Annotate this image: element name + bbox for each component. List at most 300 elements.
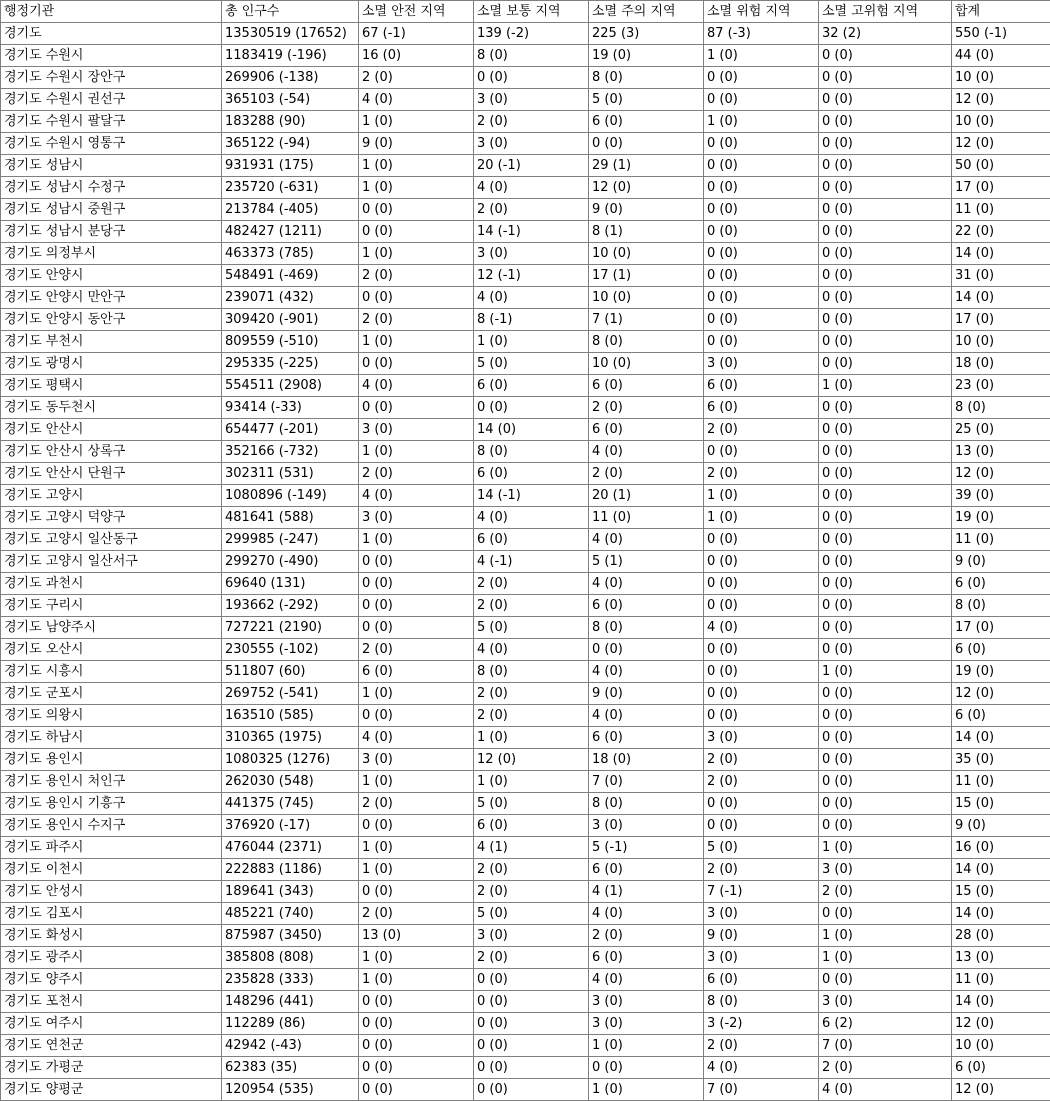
cell-total: 6 (0) [952,1057,1050,1079]
cell-total: 44 (0) [952,45,1050,67]
header-cell-risk-area: 소멸 위험 지역 [704,1,819,23]
cell-risk-area: 0 (0) [704,815,819,837]
cell-normal-area: 139 (-2) [474,23,589,45]
cell-caution-area: 1 (0) [589,1079,704,1101]
cell-total-population: 931931 (175) [222,155,359,177]
table-row [1,1035,1050,1057]
cell-caution-area: 2 (0) [589,925,704,947]
cell-total: 11 (0) [952,199,1050,221]
cell-safe-area: 6 (0) [359,661,474,683]
cell-caution-area: 9 (0) [589,683,704,705]
table-row [1,859,1050,881]
cell-admin-unit: 경기도 고양시 일산동구 [1,529,222,551]
cell-total: 6 (0) [952,705,1050,727]
cell-high-risk-area: 0 (0) [819,617,952,639]
cell-total: 15 (0) [952,793,1050,815]
cell-admin-unit: 경기도 군포시 [1,683,222,705]
cell-high-risk-area: 0 (0) [819,397,952,419]
cell-high-risk-area: 0 (0) [819,573,952,595]
cell-total: 28 (0) [952,925,1050,947]
cell-total: 550 (-1) [952,23,1050,45]
cell-safe-area: 0 (0) [359,1079,474,1101]
cell-admin-unit: 경기도 파주시 [1,837,222,859]
cell-admin-unit: 경기도 고양시 덕양구 [1,507,222,529]
cell-total: 23 (0) [952,375,1050,397]
cell-admin-unit: 경기도 안양시 만안구 [1,287,222,309]
table-row [1,815,1050,837]
cell-admin-unit: 경기도 고양시 일산서구 [1,551,222,573]
cell-total-population: 235720 (-631) [222,177,359,199]
cell-normal-area: 6 (0) [474,463,589,485]
cell-normal-area: 0 (0) [474,67,589,89]
cell-total-population: 376920 (-17) [222,815,359,837]
cell-admin-unit: 경기도 시흥시 [1,661,222,683]
cell-total-population: 385808 (808) [222,947,359,969]
cell-normal-area: 12 (0) [474,749,589,771]
cell-caution-area: 4 (0) [589,573,704,595]
cell-safe-area: 1 (0) [359,969,474,991]
cell-high-risk-area: 0 (0) [819,793,952,815]
cell-caution-area: 19 (0) [589,45,704,67]
cell-admin-unit: 경기도 평택시 [1,375,222,397]
cell-high-risk-area: 0 (0) [819,199,952,221]
cell-high-risk-area: 2 (0) [819,1057,952,1079]
cell-admin-unit: 경기도 수원시 팔달구 [1,111,222,133]
cell-admin-unit: 경기도 안산시 상록구 [1,441,222,463]
cell-total: 13 (0) [952,441,1050,463]
cell-normal-area: 3 (0) [474,133,589,155]
cell-normal-area: 3 (0) [474,243,589,265]
cell-normal-area: 3 (0) [474,89,589,111]
cell-total-population: 62383 (35) [222,1057,359,1079]
cell-risk-area: 0 (0) [704,309,819,331]
cell-safe-area: 3 (0) [359,507,474,529]
cell-caution-area: 6 (0) [589,595,704,617]
cell-caution-area: 29 (1) [589,155,704,177]
cell-high-risk-area: 3 (0) [819,991,952,1013]
cell-caution-area: 0 (0) [589,639,704,661]
table-row [1,705,1050,727]
cell-high-risk-area: 32 (2) [819,23,952,45]
cell-safe-area: 4 (0) [359,727,474,749]
cell-total: 10 (0) [952,67,1050,89]
cell-normal-area: 2 (0) [474,595,589,617]
cell-normal-area: 3 (0) [474,925,589,947]
cell-normal-area: 5 (0) [474,793,589,815]
cell-risk-area: 0 (0) [704,661,819,683]
cell-risk-area: 0 (0) [704,89,819,111]
cell-caution-area: 10 (0) [589,243,704,265]
cell-total-population: 230555 (-102) [222,639,359,661]
cell-risk-area: 4 (0) [704,1057,819,1079]
cell-risk-area: 1 (0) [704,507,819,529]
header-cell-total: 합계 [952,1,1050,23]
cell-safe-area: 0 (0) [359,287,474,309]
table-row [1,551,1050,573]
cell-total: 14 (0) [952,243,1050,265]
table-row [1,177,1050,199]
cell-normal-area: 14 (0) [474,419,589,441]
table-row [1,881,1050,903]
cell-safe-area: 1 (0) [359,177,474,199]
table-row [1,639,1050,661]
cell-admin-unit: 경기도 수원시 영통구 [1,133,222,155]
cell-safe-area: 2 (0) [359,793,474,815]
table-row [1,683,1050,705]
cell-risk-area: 1 (0) [704,45,819,67]
cell-admin-unit: 경기도 남양주시 [1,617,222,639]
cell-total-population: 269906 (-138) [222,67,359,89]
cell-normal-area: 2 (0) [474,683,589,705]
cell-total-population: 554511 (2908) [222,375,359,397]
cell-total-population: 352166 (-732) [222,441,359,463]
cell-caution-area: 6 (0) [589,859,704,881]
cell-risk-area: 3 (0) [704,903,819,925]
cell-safe-area: 1 (0) [359,243,474,265]
cell-total: 14 (0) [952,991,1050,1013]
cell-normal-area: 5 (0) [474,903,589,925]
cell-high-risk-area: 0 (0) [819,331,952,353]
cell-high-risk-area: 0 (0) [819,287,952,309]
cell-total-population: 295335 (-225) [222,353,359,375]
cell-total: 9 (0) [952,815,1050,837]
cell-total-population: 482427 (1211) [222,221,359,243]
table-row [1,221,1050,243]
cell-high-risk-area: 0 (0) [819,507,952,529]
cell-risk-area: 87 (-3) [704,23,819,45]
cell-caution-area: 4 (0) [589,441,704,463]
cell-normal-area: 2 (0) [474,111,589,133]
cell-total: 19 (0) [952,507,1050,529]
cell-risk-area: 0 (0) [704,331,819,353]
header-cell-high-risk-area: 소멸 고위험 지역 [819,1,952,23]
cell-total-population: 548491 (-469) [222,265,359,287]
cell-safe-area: 0 (0) [359,1013,474,1035]
header-row [1,1,1050,23]
header-cell-normal-area: 소멸 보통 지역 [474,1,589,23]
cell-high-risk-area: 0 (0) [819,353,952,375]
cell-risk-area: 3 (-2) [704,1013,819,1035]
cell-total-population: 299270 (-490) [222,551,359,573]
cell-total-population: 310365 (1975) [222,727,359,749]
cell-normal-area: 2 (0) [474,859,589,881]
cell-risk-area: 0 (0) [704,155,819,177]
cell-caution-area: 8 (0) [589,793,704,815]
cell-risk-area: 2 (0) [704,419,819,441]
cell-risk-area: 0 (0) [704,177,819,199]
cell-caution-area: 4 (0) [589,903,704,925]
cell-total-population: 13530519 (17652) [222,23,359,45]
cell-caution-area: 0 (0) [589,133,704,155]
cell-high-risk-area: 0 (0) [819,727,952,749]
table-row [1,89,1050,111]
cell-total-population: 148296 (441) [222,991,359,1013]
table-row [1,903,1050,925]
cell-safe-area: 1 (0) [359,529,474,551]
cell-normal-area: 2 (0) [474,199,589,221]
cell-high-risk-area: 0 (0) [819,111,952,133]
cell-risk-area: 0 (0) [704,441,819,463]
table-row [1,309,1050,331]
cell-total: 14 (0) [952,727,1050,749]
cell-caution-area: 6 (0) [589,419,704,441]
cell-admin-unit: 경기도 가평군 [1,1057,222,1079]
cell-risk-area: 0 (0) [704,529,819,551]
cell-total-population: 476044 (2371) [222,837,359,859]
cell-admin-unit: 경기도 용인시 [1,749,222,771]
cell-admin-unit: 경기도 고양시 [1,485,222,507]
cell-normal-area: 4 (-1) [474,551,589,573]
cell-normal-area: 12 (-1) [474,265,589,287]
cell-total-population: 299985 (-247) [222,529,359,551]
cell-safe-area: 0 (0) [359,397,474,419]
cell-high-risk-area: 0 (0) [819,551,952,573]
cell-safe-area: 1 (0) [359,111,474,133]
cell-total: 10 (0) [952,111,1050,133]
cell-high-risk-area: 3 (0) [819,859,952,881]
table-row [1,749,1050,771]
table-row [1,595,1050,617]
cell-admin-unit: 경기도 부천시 [1,331,222,353]
cell-admin-unit: 경기도 이천시 [1,859,222,881]
table-row [1,485,1050,507]
cell-admin-unit: 경기도 용인시 수지구 [1,815,222,837]
table-row [1,947,1050,969]
cell-safe-area: 4 (0) [359,375,474,397]
cell-normal-area: 1 (0) [474,727,589,749]
cell-risk-area: 6 (0) [704,375,819,397]
cell-safe-area: 1 (0) [359,441,474,463]
cell-admin-unit: 경기도 성남시 분당구 [1,221,222,243]
cell-safe-area: 0 (0) [359,551,474,573]
table-row [1,925,1050,947]
cell-admin-unit: 경기도 안양시 [1,265,222,287]
table-row [1,397,1050,419]
cell-safe-area: 1 (0) [359,683,474,705]
cell-total: 12 (0) [952,683,1050,705]
table-row [1,727,1050,749]
cell-safe-area: 0 (0) [359,1057,474,1079]
cell-normal-area: 0 (0) [474,991,589,1013]
cell-high-risk-area: 0 (0) [819,133,952,155]
cell-total-population: 365103 (-54) [222,89,359,111]
cell-safe-area: 0 (0) [359,199,474,221]
cell-normal-area: 8 (0) [474,661,589,683]
cell-high-risk-area: 7 (0) [819,1035,952,1057]
table-row [1,837,1050,859]
cell-total-population: 112289 (86) [222,1013,359,1035]
cell-caution-area: 7 (0) [589,771,704,793]
cell-admin-unit: 경기도 오산시 [1,639,222,661]
cell-total: 12 (0) [952,133,1050,155]
cell-high-risk-area: 0 (0) [819,221,952,243]
table-row [1,353,1050,375]
cell-admin-unit: 경기도 [1,23,222,45]
cell-total-population: 654477 (-201) [222,419,359,441]
cell-admin-unit: 경기도 안양시 동안구 [1,309,222,331]
cell-risk-area: 3 (0) [704,353,819,375]
cell-total: 17 (0) [952,309,1050,331]
cell-risk-area: 0 (0) [704,639,819,661]
cell-total: 39 (0) [952,485,1050,507]
cell-total: 16 (0) [952,837,1050,859]
cell-total-population: 69640 (131) [222,573,359,595]
cell-normal-area: 6 (0) [474,375,589,397]
table-row [1,1057,1050,1079]
cell-total: 8 (0) [952,595,1050,617]
cell-high-risk-area: 0 (0) [819,463,952,485]
cell-admin-unit: 경기도 성남시 수정구 [1,177,222,199]
cell-safe-area: 0 (0) [359,353,474,375]
table-row [1,155,1050,177]
cell-total-population: 120954 (535) [222,1079,359,1101]
cell-admin-unit: 경기도 양주시 [1,969,222,991]
cell-total-population: 309420 (-901) [222,309,359,331]
cell-total: 10 (0) [952,331,1050,353]
cell-total: 6 (0) [952,573,1050,595]
cell-total-population: 235828 (333) [222,969,359,991]
cell-total-population: 511807 (60) [222,661,359,683]
cell-total-population: 222883 (1186) [222,859,359,881]
cell-risk-area: 9 (0) [704,925,819,947]
cell-caution-area: 20 (1) [589,485,704,507]
table-row [1,111,1050,133]
cell-total-population: 193662 (-292) [222,595,359,617]
cell-admin-unit: 경기도 용인시 기흥구 [1,793,222,815]
cell-safe-area: 1 (0) [359,947,474,969]
cell-admin-unit: 경기도 광명시 [1,353,222,375]
cell-total: 14 (0) [952,903,1050,925]
cell-high-risk-area: 0 (0) [819,177,952,199]
cell-safe-area: 0 (0) [359,1035,474,1057]
cell-risk-area: 2 (0) [704,463,819,485]
cell-high-risk-area: 0 (0) [819,529,952,551]
cell-admin-unit: 경기도 의왕시 [1,705,222,727]
cell-normal-area: 1 (0) [474,331,589,353]
cell-high-risk-area: 0 (0) [819,595,952,617]
cell-safe-area: 3 (0) [359,419,474,441]
cell-admin-unit: 경기도 수원시 [1,45,222,67]
cell-risk-area: 0 (0) [704,221,819,243]
table-row [1,265,1050,287]
cell-high-risk-area: 0 (0) [819,903,952,925]
cell-caution-area: 3 (0) [589,991,704,1013]
header-cell-safe-area: 소멸 안전 지역 [359,1,474,23]
table-row [1,771,1050,793]
cell-total-population: 481641 (588) [222,507,359,529]
cell-safe-area: 0 (0) [359,705,474,727]
table-body [1,23,1050,1101]
cell-total: 12 (0) [952,89,1050,111]
cell-total: 50 (0) [952,155,1050,177]
cell-normal-area: 4 (0) [474,287,589,309]
cell-normal-area: 1 (0) [474,771,589,793]
cell-high-risk-area: 1 (0) [819,947,952,969]
cell-risk-area: 7 (-1) [704,881,819,903]
cell-risk-area: 2 (0) [704,771,819,793]
cell-caution-area: 18 (0) [589,749,704,771]
cell-high-risk-area: 0 (0) [819,243,952,265]
cell-total-population: 441375 (745) [222,793,359,815]
cell-admin-unit: 경기도 과천시 [1,573,222,595]
cell-total-population: 809559 (-510) [222,331,359,353]
cell-admin-unit: 경기도 하남시 [1,727,222,749]
cell-admin-unit: 경기도 용인시 처인구 [1,771,222,793]
cell-risk-area: 7 (0) [704,1079,819,1101]
cell-admin-unit: 경기도 안성시 [1,881,222,903]
cell-admin-unit: 경기도 안산시 [1,419,222,441]
table-row [1,969,1050,991]
cell-total-population: 463373 (785) [222,243,359,265]
cell-admin-unit: 경기도 연천군 [1,1035,222,1057]
table-row [1,463,1050,485]
table-row [1,419,1050,441]
cell-safe-area: 1 (0) [359,837,474,859]
cell-caution-area: 5 (-1) [589,837,704,859]
cell-high-risk-area: 0 (0) [819,89,952,111]
cell-total: 31 (0) [952,265,1050,287]
cell-high-risk-area: 0 (0) [819,309,952,331]
cell-caution-area: 8 (0) [589,331,704,353]
cell-total: 18 (0) [952,353,1050,375]
cell-risk-area: 1 (0) [704,485,819,507]
cell-caution-area: 4 (0) [589,529,704,551]
cell-high-risk-area: 0 (0) [819,265,952,287]
cell-safe-area: 1 (0) [359,155,474,177]
cell-high-risk-area: 1 (0) [819,837,952,859]
table-row [1,661,1050,683]
cell-total: 14 (0) [952,859,1050,881]
cell-risk-area: 0 (0) [704,243,819,265]
table-row [1,133,1050,155]
cell-normal-area: 2 (0) [474,881,589,903]
cell-total: 17 (0) [952,177,1050,199]
cell-safe-area: 0 (0) [359,815,474,837]
cell-total: 17 (0) [952,617,1050,639]
cell-total: 9 (0) [952,551,1050,573]
cell-caution-area: 5 (1) [589,551,704,573]
cell-normal-area: 4 (1) [474,837,589,859]
cell-safe-area: 0 (0) [359,595,474,617]
cell-total-population: 93414 (-33) [222,397,359,419]
cell-total-population: 1183419 (-196) [222,45,359,67]
cell-safe-area: 0 (0) [359,573,474,595]
cell-admin-unit: 경기도 구리시 [1,595,222,617]
cell-admin-unit: 경기도 수원시 장안구 [1,67,222,89]
cell-total-population: 42942 (-43) [222,1035,359,1057]
cell-normal-area: 2 (0) [474,705,589,727]
cell-caution-area: 225 (3) [589,23,704,45]
cell-normal-area: 0 (0) [474,1079,589,1101]
cell-normal-area: 8 (0) [474,45,589,67]
cell-normal-area: 2 (0) [474,573,589,595]
cell-risk-area: 0 (0) [704,199,819,221]
cell-admin-unit: 경기도 여주시 [1,1013,222,1035]
cell-caution-area: 8 (1) [589,221,704,243]
cell-total-population: 189641 (343) [222,881,359,903]
cell-caution-area: 9 (0) [589,199,704,221]
cell-normal-area: 8 (0) [474,441,589,463]
cell-normal-area: 0 (0) [474,1057,589,1079]
cell-total-population: 485221 (740) [222,903,359,925]
cell-risk-area: 6 (0) [704,969,819,991]
cell-caution-area: 3 (0) [589,815,704,837]
cell-normal-area: 4 (0) [474,507,589,529]
cell-normal-area: 6 (0) [474,815,589,837]
cell-total: 22 (0) [952,221,1050,243]
cell-total: 25 (0) [952,419,1050,441]
header-cell-caution-area: 소멸 주의 지역 [589,1,704,23]
